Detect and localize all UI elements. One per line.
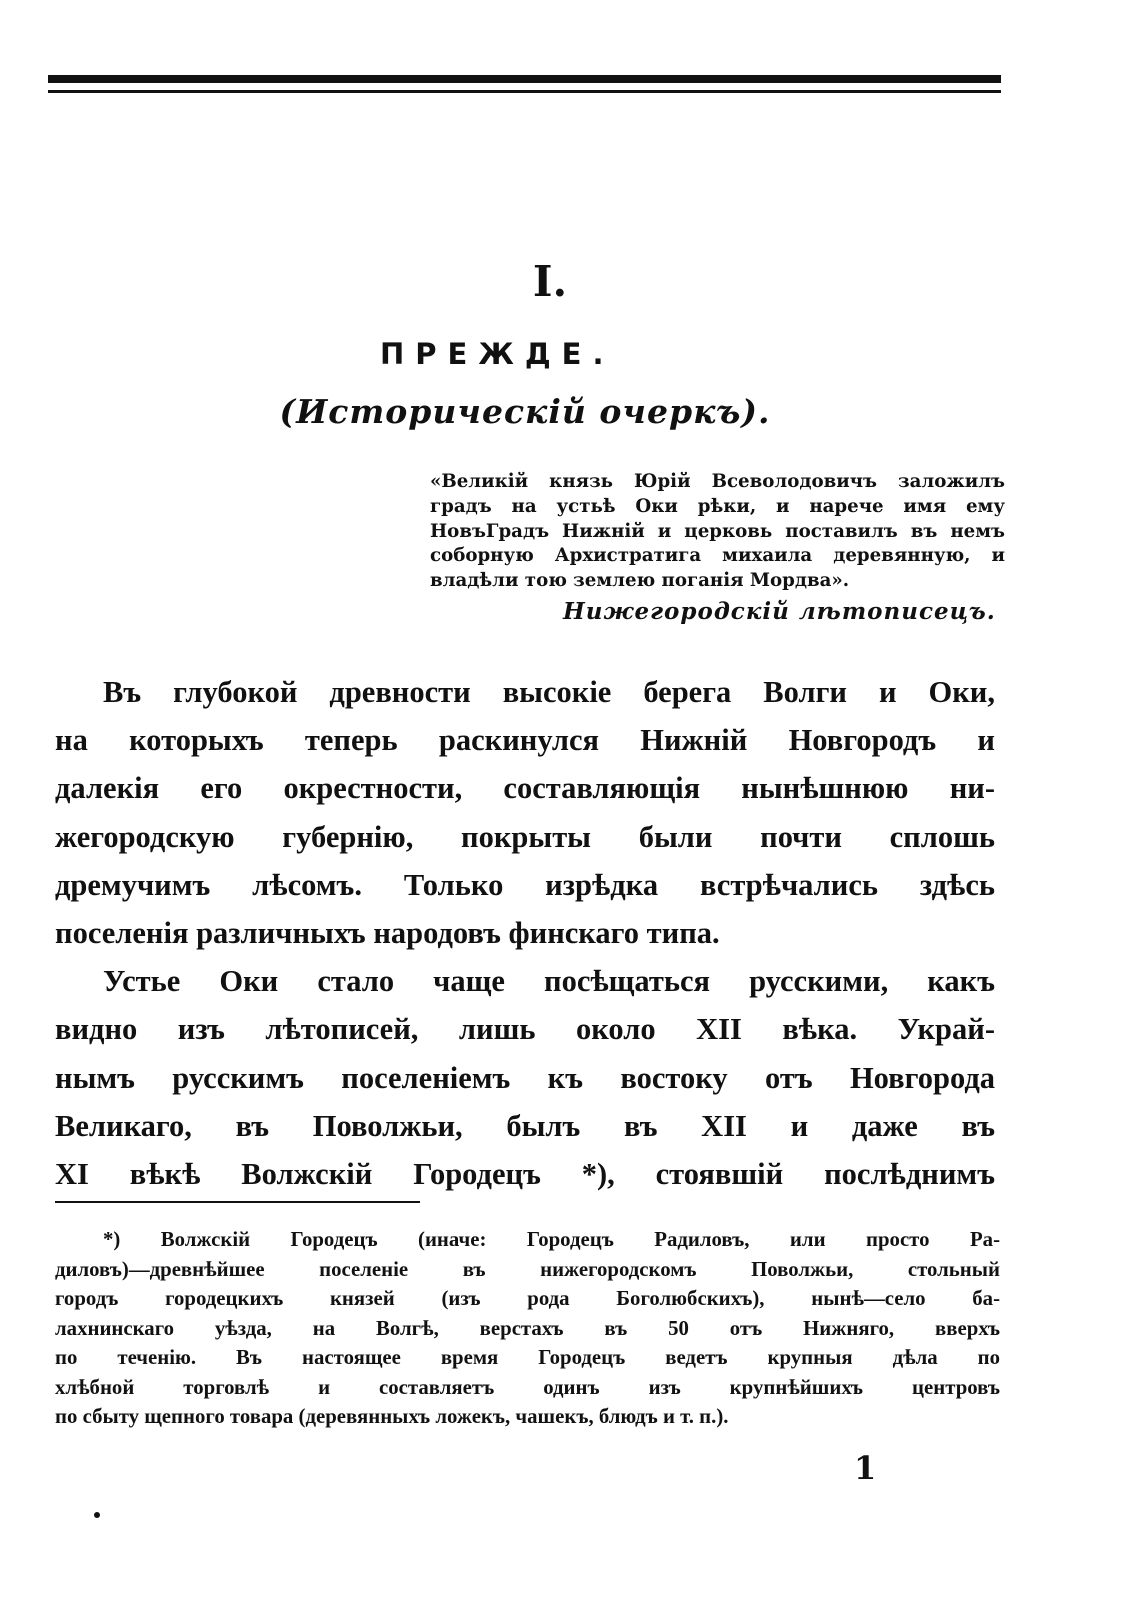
body-line: далекія его окрестности, составляющія нынѣшнюю ни- xyxy=(55,771,995,806)
body-line: дремучимъ лѣсомъ. Только изрѣдка встрѣчались здѣсь xyxy=(55,867,995,902)
epigraph-line: соборную Архистратига михаила деревянную, и xyxy=(430,545,1005,567)
header-rule-thin xyxy=(48,90,1001,93)
ink-speck xyxy=(94,1512,100,1518)
body-line: жегородскую губернію, покрыты были почти сплошь xyxy=(55,819,995,854)
footnote xyxy=(55,1225,1000,1432)
body-line: поселенія различныхъ народовъ финскаго типа. xyxy=(55,916,720,951)
epigraph-line: владѣли тою землею поганія Мордва». xyxy=(430,570,850,592)
epigraph-line: «Великій князь Юрій Всеволодовичъ заложилъ xyxy=(430,471,1005,492)
footnote-line: диловъ)—древнѣйшее поселеніе въ нижегородскомъ Поволжьи, стольный xyxy=(55,1257,1000,1281)
header-rule-thick xyxy=(48,75,1001,83)
chapter-title: ПРЕЖДЕ. xyxy=(380,337,615,371)
body-text xyxy=(55,668,995,1198)
epigraph-line: НовъГрадъ Нижній и церковь поставилъ въ немъ xyxy=(430,520,1005,542)
footnote-line: городъ городецкихъ князей (изъ рода Боголюбскихъ), нынѣ—село ба- xyxy=(55,1287,1000,1310)
chapter-number: I. xyxy=(532,257,568,306)
footnote-line: по теченію. Въ настоящее время Городецъ ведетъ крупныя дѣла по xyxy=(55,1346,1000,1369)
footnote-line: по сбыту щепного товара (деревянныхъ ложекъ, чашекъ, блюдъ и т. п.). xyxy=(55,1405,729,1428)
body-line: XI вѣкѣ Волжскій Городецъ *), стоявшій послѣднимъ xyxy=(55,1157,995,1192)
body-line: нымъ русскимъ поселеніемъ къ востоку отъ Новгорода xyxy=(55,1060,995,1095)
footnote-line: хлѣбной торговлѣ и составляетъ одинъ изъ крупнѣйшихъ центровъ xyxy=(55,1375,1000,1399)
body-line: на которыхъ теперь раскинулся Нижній Новгородъ и xyxy=(55,723,995,758)
body-line: Устье Оки стало чаще посѣщаться русскими, какъ xyxy=(103,964,995,999)
footnote-divider xyxy=(55,1201,420,1203)
footnote-line: *) Волжскій Городецъ (иначе: Городецъ Радиловъ, или просто Ра- xyxy=(103,1228,1000,1251)
body-line: Въ глубокой древности высокіе берега Волги и Оки, xyxy=(103,675,995,709)
chapter-subtitle: (Историческій очеркъ). xyxy=(279,392,771,431)
epigraph-line: градъ на устьѣ Оки рѣки, и нарече имя ему xyxy=(430,495,1005,517)
body-line: Великаго, въ Поволжьи, былъ въ XII и даже въ xyxy=(55,1108,995,1143)
page-number: 1 xyxy=(854,1449,877,1487)
body-line: видно изъ лѣтописей, лишь около XII вѣка. Украй- xyxy=(55,1012,995,1047)
epigraph xyxy=(430,470,1005,594)
epigraph-source: Нижегородскій лѣтописецъ. xyxy=(563,598,996,625)
footnote-line: лахнинскаго уѣзда, на Волгѣ, верстахъ въ 50 отъ Нижняго, вверхъ xyxy=(55,1316,1000,1340)
